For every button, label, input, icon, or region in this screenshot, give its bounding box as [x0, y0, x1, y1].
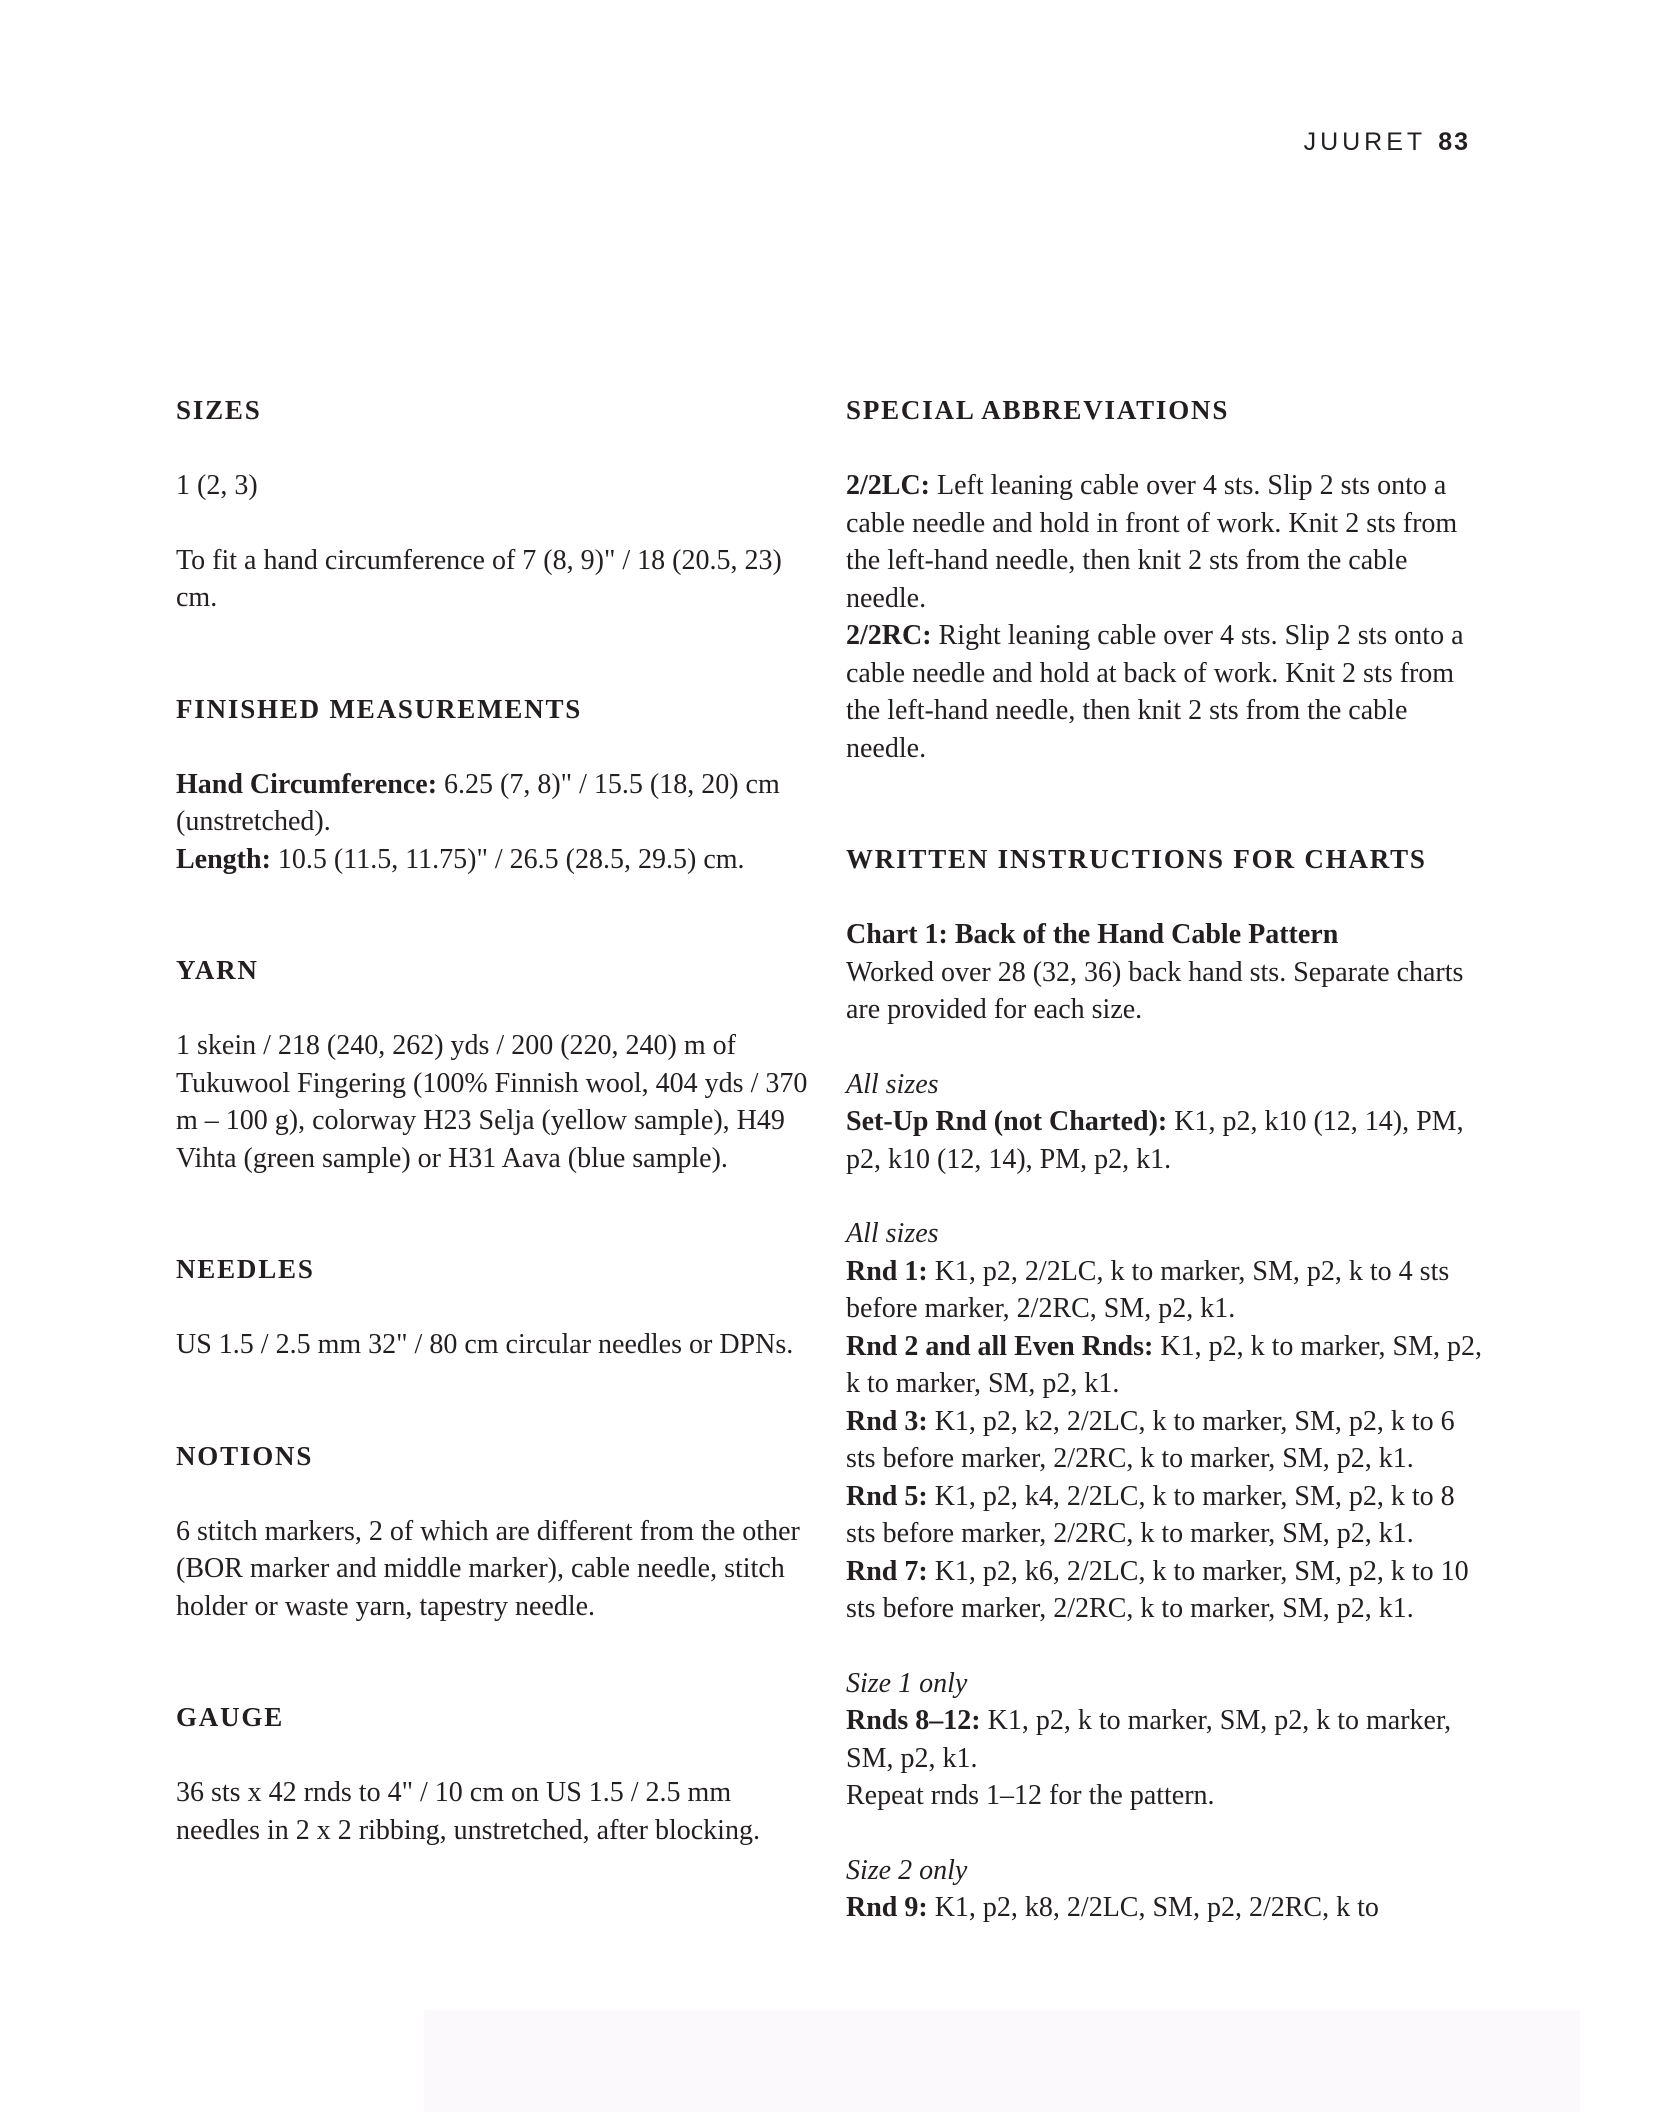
- round-label: Rnd 1:: [846, 1255, 928, 1287]
- chart1-description: Worked over 28 (32, 36) back hand sts. Separate charts are provided for each size.: [846, 956, 1464, 1025]
- sizes-values: 1 (2, 3): [176, 470, 258, 501]
- gauge-text: 36 sts x 42 rnds to 4" / 10 cm on US 1.5 / 2.5 mm needles in 2 x 2 ribbing, unstretched, after blocking.: [176, 1777, 760, 1846]
- yarn-text: 1 skein / 218 (240, 262) yds / 200 (220, 240) m of Tukuwool Fingering (100% Finnish wool, 404 yds / 370 m – 100 g), colorway H23 Selja (yellow sample), H49 Vihta (green sample) or H31 Aava (blue sample).: [176, 1030, 808, 1174]
- round-label: Rnd 2 and all Even Rnds:: [846, 1330, 1154, 1362]
- right-column: [846, 392, 1486, 1927]
- sizes-heading: SIZES: [176, 395, 262, 425]
- abbreviation-2-2lc: [846, 467, 1486, 617]
- size1-rounds-label: Rnds 8–12:: [846, 1705, 981, 1736]
- abbreviation-definition: Left leaning cable over 4 sts. Slip 2 sts onto a cable needle and hold in front of work. Knit 2 sts from the left-hand needle, then knit 2 sts from the cable needle.: [846, 470, 1458, 614]
- hand-circumference-value: 6.25 (7, 8)" / 15.5 (18, 20) cm (unstretched).: [176, 768, 780, 837]
- setup-round-label: Set-Up Rnd (not Charted):: [846, 1106, 1168, 1137]
- left-column: [176, 392, 816, 1849]
- hand-circumference-label: Hand Circumference:: [176, 768, 438, 800]
- bottom-tint-band: [424, 2010, 1580, 2112]
- round-instruction: [846, 1403, 1486, 1478]
- all-sizes-label: All sizes: [846, 1068, 939, 1100]
- round-text: K1, p2, k4, 2/2LC, k to marker, SM, p2, k to 8 sts before marker, 2/2RC, k to marker, SM, p2, k1.: [846, 1480, 1455, 1549]
- setup-round-text: K1, p2, k10 (12, 14), PM, p2, k10 (12, 14), PM, p2, k1.: [846, 1106, 1464, 1175]
- size1-rounds: [846, 1702, 1486, 1777]
- round-instruction: [846, 1328, 1486, 1403]
- chart1-title: Chart 1: Back of the Hand Cable Pattern: [846, 919, 1339, 950]
- yarn-heading: YARN: [176, 955, 259, 985]
- all-sizes-label: All sizes: [846, 1218, 939, 1249]
- abbreviation-term: 2/2LC:: [846, 470, 930, 501]
- hand-circumference: [176, 766, 816, 841]
- round-text: K1, p2, k2, 2/2LC, k to marker, SM, p2, k to 6 sts before marker, 2/2RC, k to marker, SM, p2, k1.: [846, 1405, 1455, 1474]
- finished-measurements-heading: FINISHED MEASUREMENTS: [176, 693, 583, 724]
- needles-section: [176, 1251, 816, 1364]
- length-value: 10.5 (11.5, 11.75)" / 26.5 (28.5, 29.5) cm.: [270, 843, 745, 875]
- size1-rounds-text: K1, p2, k to marker, SM, p2, k to marker, SM, p2, k1.: [846, 1705, 1452, 1774]
- round-instruction: [846, 1478, 1486, 1553]
- round-label: Rnd 5:: [846, 1480, 928, 1512]
- abbreviation-definition: Right leaning cable over 4 sts. Slip 2 sts onto a cable needle and hold at back of work. Knit 2 sts from the left-hand needle, then knit 2 sts from the cable needle.: [846, 620, 1464, 764]
- round-instruction: [846, 1253, 1486, 1328]
- written-instructions-heading: WRITTEN INSTRUCTIONS FOR CHARTS: [846, 844, 1427, 874]
- notions-heading: NOTIONS: [176, 1440, 314, 1471]
- running-title: JUURET: [1303, 128, 1427, 156]
- round-text: K1, p2, k6, 2/2LC, k to marker, SM, p2, k to 10 sts before marker, 2/2RC, k to marker, SM, p2, k1.: [846, 1555, 1469, 1624]
- setup-round: [846, 1103, 1486, 1178]
- size1-repeat: Repeat rnds 1–12 for the pattern.: [846, 1780, 1215, 1811]
- round-text: K1, p2, 2/2LC, k to marker, SM, p2, k to 4 sts before marker, 2/2RC, SM, p2, k1.: [846, 1255, 1450, 1324]
- running-head: [1304, 128, 1470, 157]
- special-abbreviations-section: [846, 392, 1486, 767]
- size2-label: Size 2 only: [846, 1854, 968, 1886]
- needles-text: US 1.5 / 2.5 mm 32" / 80 cm circular needles or DPNs.: [176, 1329, 794, 1360]
- notions-section: [176, 1438, 816, 1626]
- length: [176, 841, 816, 879]
- size2-round-label: Rnd 9:: [846, 1892, 928, 1923]
- notions-text: 6 stitch markers, 2 of which are different from the other (BOR marker and middle marker), cable needle, stitch holder or waste yarn, tapestry needle.: [176, 1515, 800, 1622]
- length-label: Length:: [176, 843, 271, 875]
- page-number: 83: [1438, 128, 1470, 156]
- written-instructions-section: [846, 841, 1486, 1927]
- round-label: Rnd 3:: [846, 1405, 928, 1437]
- size2-round-text: K1, p2, k8, 2/2LC, SM, p2, 2/2RC, k to: [927, 1892, 1379, 1923]
- round-instruction: [846, 1553, 1486, 1628]
- gauge-heading: GAUGE: [176, 1702, 285, 1732]
- round-text: K1, p2, k to marker, SM, p2, k to marker, SM, p2, k1.: [846, 1330, 1482, 1399]
- abbreviation-2-2rc: [846, 617, 1486, 767]
- size1-label: Size 1 only: [846, 1667, 968, 1699]
- sizes-section: [176, 392, 816, 617]
- needles-heading: NEEDLES: [176, 1254, 315, 1284]
- sizes-fit: To fit a hand circumference of 7 (8, 9)" / 18 (20.5, 23) cm.: [176, 544, 782, 613]
- abbreviation-term: 2/2RC:: [846, 620, 932, 651]
- round-label: Rnd 7:: [846, 1555, 928, 1587]
- size2-round: [846, 1889, 1486, 1927]
- gauge-section: [176, 1699, 816, 1849]
- yarn-section: [176, 952, 816, 1177]
- special-abbreviations-heading: SPECIAL ABBREVIATIONS: [846, 395, 1230, 425]
- finished-measurements-section: [176, 691, 816, 879]
